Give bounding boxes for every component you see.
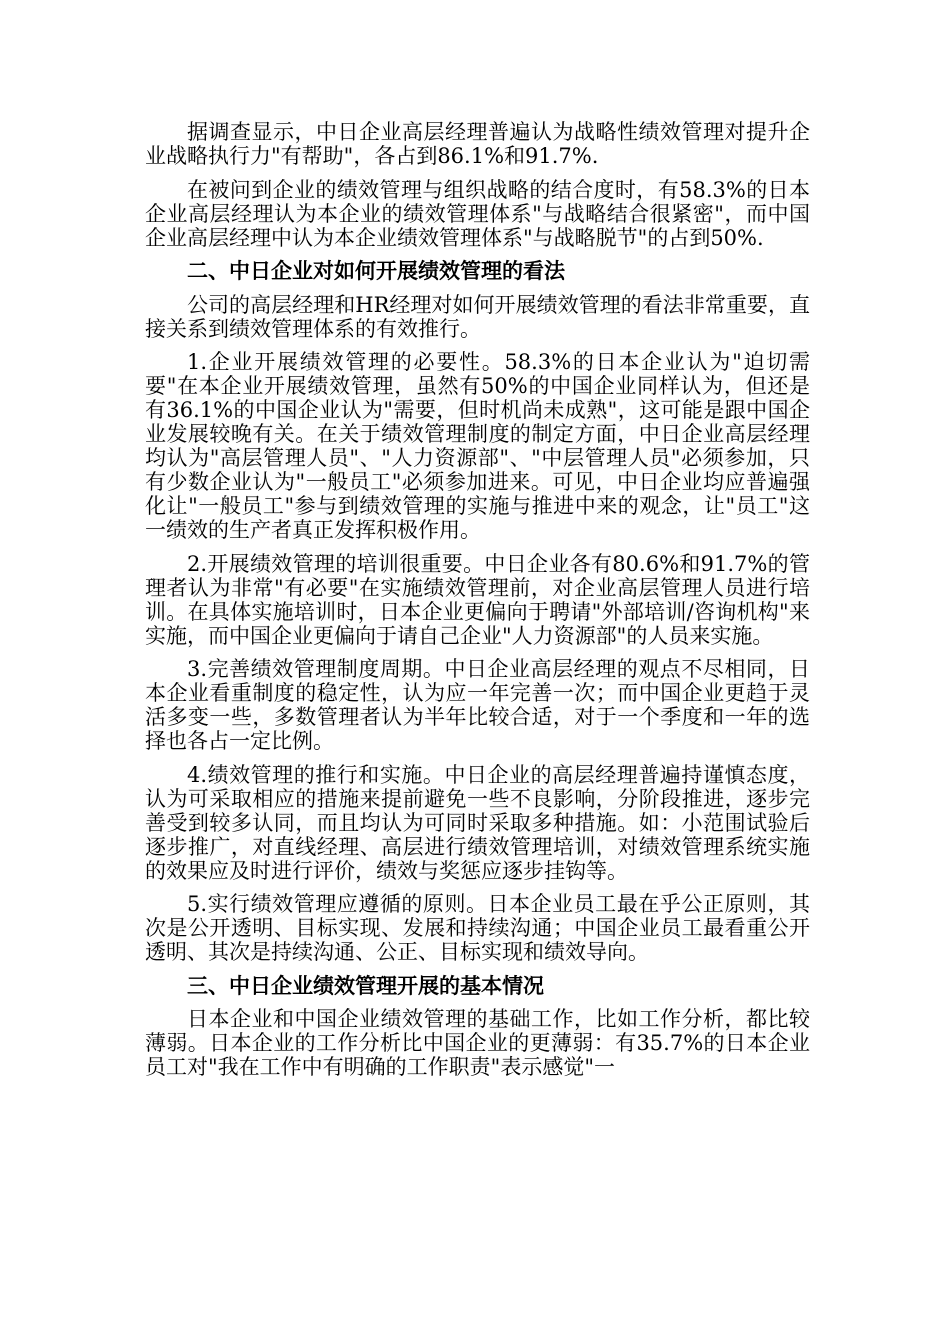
paragraph-management-views: 公司的高层经理和HR经理对如何开展绩效管理的看法非常重要，直接关系到绩效管理体系的有效推行。	[145, 292, 810, 341]
paragraph-point-4: 4.绩效管理的推行和实施。中日企业的高层经理普遍持谨慎态度，认为可采取相应的措施来提前避免一些不良影响，分阶段推进，逐步完善受到较多认同，而且均认为可同时采取多种措施。如：小范围试验后逐步推广，对直线经理、高层进行绩效管理培训，对绩效管理系统实施的效果应及时进行评价，绩效与奖惩应逐步挂钩等。	[145, 762, 810, 883]
paragraph-basic-situation: 日本企业和中国企业绩效管理的基础工作，比如工作分析，都比较薄弱。日本企业的工作分析比中国企业的更薄弱：有35.7%的日本企业员工对"我在工作中有明确的工作职责"表示感觉"一	[145, 1007, 810, 1079]
paragraph-point-2: 2.开展绩效管理的培训很重要。中日企业各有80.6%和91.7%的管理者认为非常"有必要"在实施绩效管理前，对企业高层管理人员进行培训。在具体实施培训时，日本企业更偏向于聘请"外部培训/咨询机构"来实施，而中国企业更偏向于请自己企业"人力资源部"的人员来实施。	[145, 551, 810, 648]
paragraph-survey-result: 据调查显示，中日企业高层经理普遍认为战略性绩效管理对提升企业战略执行力"有帮助"，各占到86.1%和91.7%.	[145, 120, 810, 168]
paragraph-point-3: 3.完善绩效管理制度周期。中日企业高层经理的观点不尽相同，日本企业看重制度的稳定性，认为应一年完善一次；而中国企业更趋于灵活多变一些，多数管理者认为半年比较合适，对于一个季度和一年的选择也各占一定比例。	[145, 657, 810, 753]
section-heading-2: 二、中日企业对如何开展绩效管理的看法	[187, 259, 565, 283]
section-heading-3: 三、中日企业绩效管理开展的基本情况	[187, 973, 544, 998]
paragraph-strategy-integration: 在被问到企业的绩效管理与组织战略的结合度时，有58.3%的日本企业高层经理认为本企业的绩效管理体系"与战略结合很紧密"，而中国企业高层经理中认为本企业绩效管理体系"与战略脱节"的占到50%.	[145, 177, 810, 250]
document-page	[145, 120, 810, 1089]
paragraph-point-5: 5.实行绩效管理应遵循的原则。日本企业员工最在乎公正原则，其次是公开透明、目标实现、发展和持续沟通；中国企业员工最看重公开透明、其次是持续沟通、公正、目标实现和绩效导向。	[145, 892, 810, 964]
paragraph-point-1: 1.企业开展绩效管理的必要性。58.3%的日本企业认为"迫切需要"在本企业开展绩效管理，虽然有50%的中国企业同样认为，但还是有36.1%的中国企业认为"需要，但时机尚未成熟"，这可能是跟中国企业发展较晚有关。在关于绩效管理制度的制定方面，中日企业高层经理均认为"高层管理人员"、"人力资源部"、"中层管理人员"必须参加，只有少数企业认为"一般员工"必须参加进来。可见，中日企业均应普遍强化让"一般员工"参与到绩效管理的实施与推进中来的观念，让"员工"这一绩效的生产者真正发挥积极作用。	[145, 350, 810, 542]
